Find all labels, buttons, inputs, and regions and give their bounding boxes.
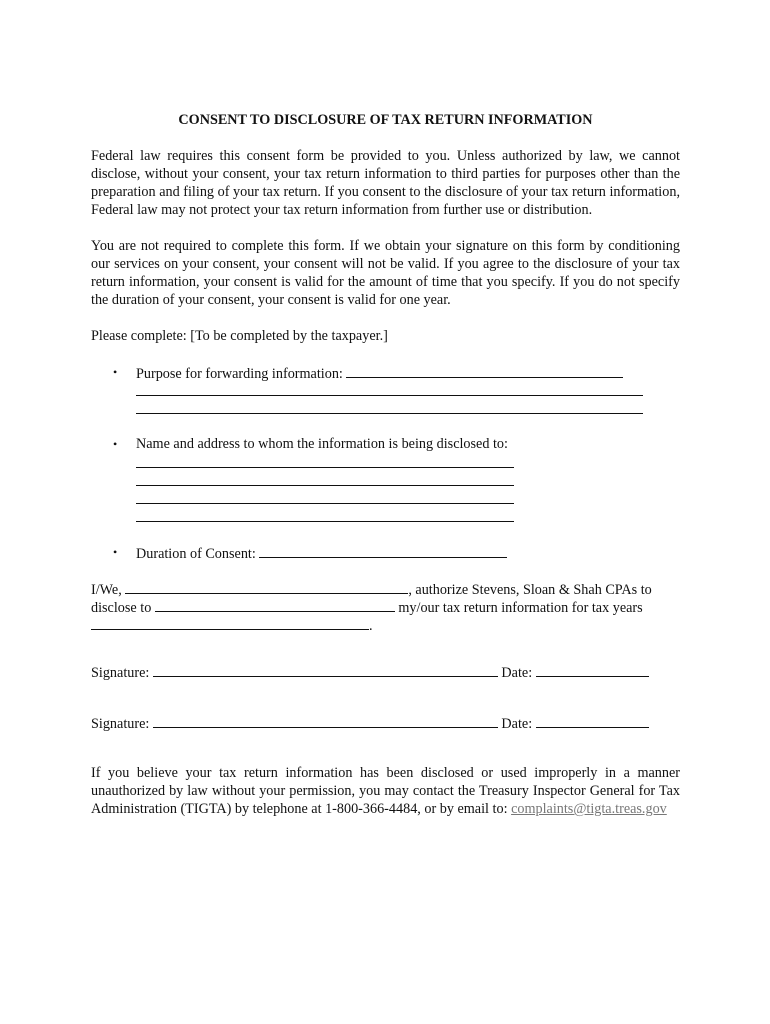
paragraph-federal-law: Federal law requires this consent form be provided to you. Unless authorized by law, we cannot disclose, without your consent, your tax return information to third parties for purposes other than the preparation and filing of your tax return. If you consent to the disclosure of your tax return information, Federal law may not protect your tax return information from further use or distribution. bbox=[91, 148, 680, 218]
signature-row-2 bbox=[91, 713, 680, 731]
duration-label: Duration of Consent: bbox=[136, 546, 256, 562]
disclose-to-field[interactable] bbox=[155, 597, 395, 612]
taxpayer-name-field[interactable] bbox=[125, 579, 408, 594]
tigta-notice-text: If you believe your tax return information has been disclosed or used improperly in a manner unauthorized by law without your permission, you may contact the Treasury Inspector General for Tax Administration (TIGTA) by telephone at 1-800-366-4484, or by email to: bbox=[91, 765, 680, 817]
consent-form bbox=[91, 111, 680, 836]
purpose-field-line-2[interactable] bbox=[136, 381, 643, 396]
date-field-2[interactable] bbox=[536, 713, 649, 728]
tax-years-field[interactable] bbox=[91, 615, 369, 630]
date-field-1[interactable] bbox=[536, 662, 649, 677]
tigta-email-link[interactable]: complaints@tigta.treas.gov bbox=[511, 801, 667, 817]
please-complete-instruction: Please complete: [To be completed by the taxpayer.] bbox=[91, 328, 388, 344]
signature-field-1[interactable] bbox=[153, 662, 498, 677]
duration-item bbox=[91, 543, 680, 561]
bullet-icon: • bbox=[113, 545, 118, 559]
name-address-field-line-2[interactable] bbox=[136, 471, 514, 486]
period: . bbox=[369, 618, 373, 634]
name-address-field-line-3[interactable] bbox=[136, 489, 514, 504]
name-address-field-line-1[interactable] bbox=[136, 453, 514, 468]
signature-field-2[interactable] bbox=[153, 713, 498, 728]
name-address-label: Name and address to whom the information is being disclosed to: bbox=[136, 436, 508, 452]
date-label: Date: bbox=[501, 716, 533, 732]
signature-row-1 bbox=[91, 662, 680, 680]
iwe-label: I/We, bbox=[91, 582, 122, 598]
purpose-field-line-3[interactable] bbox=[136, 399, 643, 414]
tax-info-text: my/our tax return information for tax years bbox=[394, 600, 643, 616]
tigta-notice bbox=[91, 764, 680, 818]
name-address-item bbox=[91, 435, 680, 525]
purpose-label: Purpose for forwarding information: bbox=[136, 366, 343, 382]
signature-label: Signature: bbox=[91, 716, 150, 732]
bullet-icon: • bbox=[113, 437, 118, 451]
date-label: Date: bbox=[501, 665, 533, 681]
name-address-field-line-4[interactable] bbox=[136, 507, 514, 522]
page-title: CONSENT TO DISCLOSURE OF TAX RETURN INFORMATION bbox=[178, 112, 593, 128]
purpose-item bbox=[91, 363, 680, 417]
purpose-field[interactable] bbox=[346, 363, 623, 378]
authorize-text: , authorize Stevens, Sloan & Shah CPAs to bbox=[408, 582, 652, 598]
paragraph-not-required: You are not required to complete this form. If we obtain your signature on this form by conditioning our services on your consent, your consent will not be valid. If you agree to the disclosure of your tax return information, your consent is valid for the amount of time that you specify. If you do not specify the duration of your consent, your consent is valid for one year. bbox=[91, 238, 680, 308]
signature-label: Signature: bbox=[91, 665, 150, 681]
authorization-block bbox=[91, 579, 680, 633]
bullet-list bbox=[91, 363, 680, 561]
bullet-icon: • bbox=[113, 365, 118, 379]
duration-field[interactable] bbox=[259, 543, 507, 558]
disclose-to-label: disclose to bbox=[91, 600, 152, 616]
